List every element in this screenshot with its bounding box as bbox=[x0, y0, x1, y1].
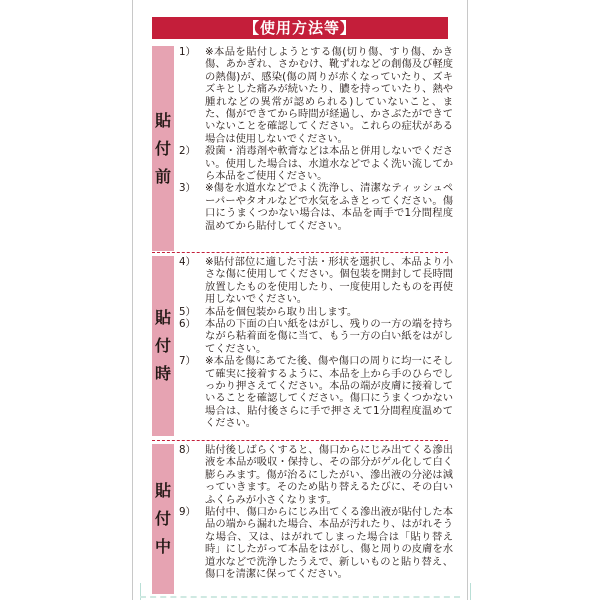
section-label-char: 貼 bbox=[154, 110, 171, 130]
section-label-char: 前 bbox=[154, 166, 171, 186]
bottom-perforation bbox=[140, 596, 460, 598]
section-label-char: 付 bbox=[154, 336, 171, 355]
item-number: 6） bbox=[179, 318, 196, 331]
instruction-item bbox=[179, 182, 453, 232]
instruction-item bbox=[179, 355, 453, 429]
section-label-char: 貼 bbox=[154, 308, 171, 327]
item-text: 本品を個包装から取り出します。 bbox=[205, 305, 358, 318]
item-number: 4） bbox=[179, 256, 196, 268]
section-label bbox=[152, 444, 174, 594]
section-during-application bbox=[152, 256, 453, 436]
item-text: ※本品を傷にあてた後、傷や傷口の周りに均一にそして確実に接着するように、本品を上から手のひらでしっかり押さえてください。本品の端が皮膚に接着していることを確認してください。傷口にうまくつかない場合は、貼付後さらに手で押さえて1分間程度温めてください。 bbox=[205, 355, 453, 430]
section-label-char: 時 bbox=[154, 364, 171, 383]
item-number: 9） bbox=[179, 506, 196, 519]
instruction-item bbox=[179, 46, 453, 145]
section-label bbox=[152, 46, 174, 251]
instruction-item bbox=[179, 145, 453, 182]
item-number: 7） bbox=[179, 355, 196, 368]
section-label-char: 貼 bbox=[154, 481, 171, 500]
instruction-list bbox=[179, 256, 453, 430]
section-before-application bbox=[152, 46, 453, 251]
item-number: 3） bbox=[179, 182, 196, 195]
instruction-item bbox=[179, 318, 453, 355]
section-divider bbox=[152, 252, 448, 253]
item-number: 8） bbox=[179, 444, 196, 456]
instruction-item bbox=[179, 256, 453, 306]
section-label-char: 付 bbox=[154, 509, 171, 528]
instruction-item bbox=[179, 444, 453, 506]
section-label bbox=[152, 256, 174, 436]
usage-heading: 【使用方法等】 bbox=[152, 17, 448, 39]
right-fold-mark bbox=[470, 583, 483, 600]
item-text: 本品の下面の白い紙をはがし、残りの一方の端を持ちながら粘着面を傷に当て、もう一方の白い紙をはがしてください。 bbox=[205, 318, 453, 355]
instruction-item bbox=[179, 506, 453, 580]
section-while-applied bbox=[152, 444, 453, 594]
item-text: 殺菌・消毒剤や軟膏などは本品と併用しないでください。使用した場合は、水道水などでよく洗い流してから本品をご使用ください。 bbox=[205, 145, 453, 183]
section-divider bbox=[152, 440, 448, 441]
item-number: 2） bbox=[179, 145, 196, 158]
item-text: 貼付中、傷口からにじみ出てくる滲出液が貼付した本品の端から漏れた場合、本品が汚れたり、はがれそうな場合、又は、はがれてしまった場合は「貼り替え時」にしたがって本品をはがし、傷と周りの皮膚を水道水などで洗浄したうえで、新しいものと貼り替え、傷口を清潔に保ってください。 bbox=[205, 506, 453, 581]
instruction-list bbox=[179, 444, 453, 580]
instruction-item bbox=[179, 306, 453, 318]
item-text: ※貼付部位に適した寸法・形状を選択し、本品より小さな傷に使用してください。個包装を開封して長時間放置したものを使用したり、一度使用したものを再使用しないでください。 bbox=[205, 256, 453, 306]
item-text: ※本品を貼付しようとする傷(切り傷、すり傷、かき傷、あかぎれ、さかむけ、靴ずれなどの創傷及び軽度の熱傷)が、感染(傷の周りが赤くなっていたり、ズキズキとした痛みが続いたり、膿を持っていたり、熱や腫れなどの異常が認められる)していないこと、また、傷ができてから時間が経過し、かさぶたができていないことを確認してください。これらの症状がある場合は使用しないでください。 bbox=[205, 46, 453, 145]
section-label-char: 中 bbox=[154, 537, 171, 556]
item-number: 5） bbox=[179, 305, 196, 318]
section-label-char: 付 bbox=[154, 138, 171, 158]
item-text: ※傷を水道水などでよく洗浄し、清潔なティッシュペーパーやタオルなどで水気をふきとってください。傷口にうまくつかない場合は、本品を両手で1分間程度温めてから貼付してください。 bbox=[205, 182, 453, 232]
item-text: 貼付後しばらくすると、傷口からにじみ出てくる滲出液を本品が吸収・保持し、その部分がゲル化して白く膨らみます。傷が治るにしたがい、滲出液の分泌は減っていきます。そのため貼り替えるたびに、その白いふくらみが小さくなります。 bbox=[205, 444, 453, 506]
item-number: 1） bbox=[179, 46, 196, 58]
instruction-list bbox=[179, 46, 453, 232]
